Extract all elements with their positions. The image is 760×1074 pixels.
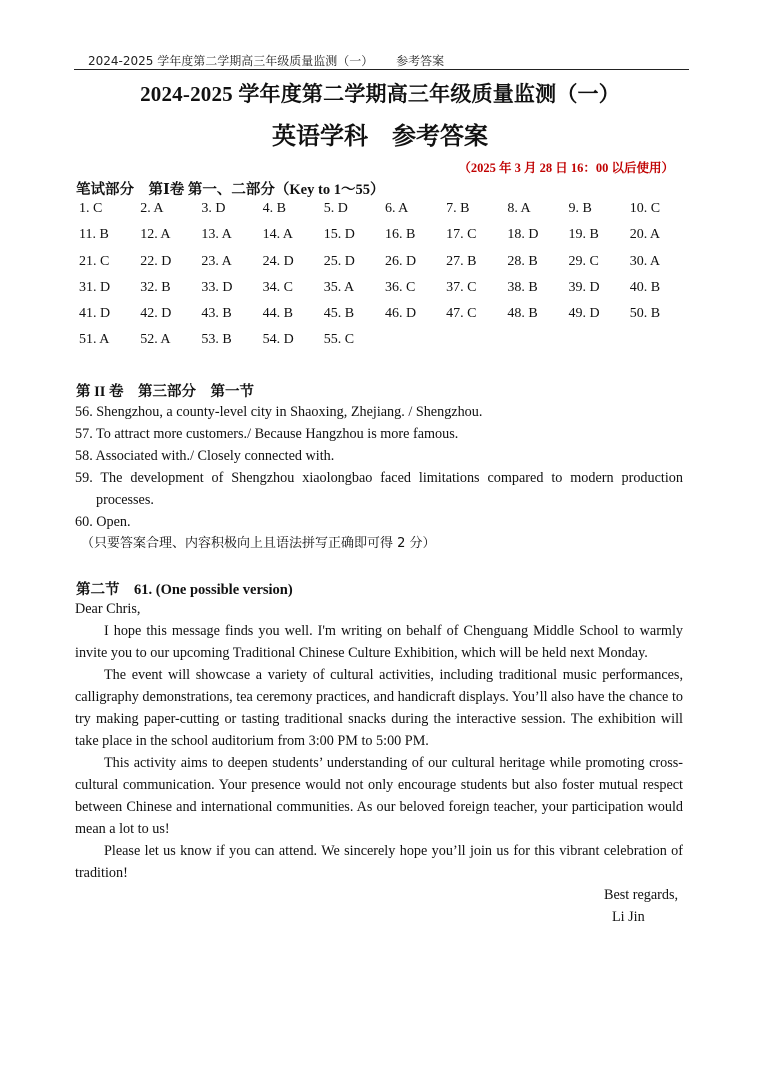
short-answer-section	[75, 401, 683, 555]
answer-item: 35. A	[323, 279, 355, 295]
usage-note: （2025 年 3 月 28 日 16：00 以后使用）	[458, 161, 674, 175]
answer-57: 57. To attract more customers./ Because Hangzhou is more famous.	[75, 426, 459, 442]
answer-item: 45. B	[323, 306, 355, 322]
answer-60: 60. Open.	[75, 514, 131, 530]
answer-item: 39. D	[568, 279, 600, 295]
part3-heading: 第 II 卷 第三部分 第一节	[76, 384, 255, 400]
answer-item: 2. A	[140, 201, 164, 216]
running-header	[88, 52, 444, 69]
writing-heading: 第二节 61. (One possible version)	[76, 582, 293, 598]
answer-item: 23. A	[201, 253, 232, 269]
closing-phrase: Best regards,	[604, 887, 679, 903]
running-header-title: 2024-2025 学年度第二学期高三年级质量监测（一）	[88, 54, 374, 68]
answer-59: 59. The development of Shengzhou xiaolongbao faced limitations compared to modern production processes.	[75, 470, 683, 508]
letter-paragraph: I hope this message finds you well. I'm writing on behalf of Chenguang Middle School to warmly invite you to our upcoming Traditional Chinese Culture Exhibition, which will be held next Monday.	[75, 623, 683, 661]
answer-item: 54. D	[262, 332, 294, 348]
answer-item: 36. C	[384, 279, 416, 295]
answer-item: 16. B	[384, 227, 416, 243]
answer-item: 29. C	[568, 253, 599, 269]
answer-item: 6. A	[384, 201, 409, 216]
subject-label: 英语学科	[272, 124, 368, 150]
answer-item: 14. A	[262, 227, 293, 243]
answer-item: 55. C	[323, 332, 355, 348]
answer-56: 56. Shengzhou, a county-level city in Shaoxing, Zhejiang. / Shengzhou.	[75, 404, 483, 420]
answer-item: 41. D	[79, 306, 111, 322]
answer-item: 42. D	[140, 306, 172, 322]
answer-item: 50. B	[629, 306, 661, 322]
answer-item: 38. B	[507, 279, 538, 295]
answer-item: 22. D	[140, 253, 172, 269]
answer-item: 49. D	[568, 306, 600, 322]
answer-item: 32. B	[140, 279, 171, 295]
answer-key-grid	[76, 196, 688, 354]
letter-closing	[604, 884, 678, 928]
answer-item: 1. C	[79, 201, 103, 216]
letter-salutation: Dear Chris,	[75, 601, 141, 617]
letter-paragraph: This activity aims to deepen students’ understanding of our cultural heritage while promoting cross-cultural communication. Your presence would not only encourage students but also foster mutual respect between Chinese and international communities. As our beloved foreign teacher, your participation would mean a lot to us!	[75, 755, 683, 837]
answer-item: 33. D	[201, 279, 233, 295]
answer-item: 3. D	[201, 201, 226, 216]
answer-item: 11. B	[79, 227, 109, 243]
document-title: 2024-2025 学年度第二学期高三年级质量监测（一）	[140, 82, 620, 106]
signature: Li Jin	[612, 909, 645, 925]
answer-item: 28. B	[507, 253, 538, 269]
answer-item: 13. A	[201, 227, 232, 243]
answer-item: 46. D	[384, 306, 417, 322]
document-subtitle	[74, 116, 686, 151]
answer-item: 19. B	[568, 227, 599, 243]
answer-item: 51. A	[79, 332, 110, 348]
answer-item: 5. D	[323, 201, 348, 216]
scoring-note: （只要答案合理、内容积极向上且语法拼写正确即可得 2 分）	[81, 536, 436, 551]
answer-item: 8. A	[507, 201, 531, 216]
answer-item: 47. C	[446, 306, 477, 322]
answer-item: 43. B	[201, 306, 232, 322]
answer-item: 10. C	[629, 201, 661, 216]
letter-paragraph: The event will showcase a variety of cultural activities, including traditional music performances, calligraphy demonstrations, tea ceremony practices, and handicraft displays. You’ll also have the chance to try making paper-cutting or tasting traditional snacks during the interactive session. The exhibition will take place in the school auditorium from 3:00 PM to 5:00 PM.	[75, 667, 683, 749]
answer-item: 4. B	[262, 201, 286, 216]
answer-item: 18. D	[507, 227, 539, 243]
answer-item: 37. C	[446, 279, 477, 295]
model-letter	[75, 598, 683, 884]
answer-item: 12. A	[140, 227, 171, 243]
answer-item: 34. C	[262, 279, 293, 295]
answer-item: 7. B	[446, 201, 470, 216]
answer-58: 58. Associated with./ Closely connected with.	[75, 448, 335, 464]
answer-item: 31. D	[79, 279, 111, 295]
answer-item: 26. D	[384, 253, 417, 269]
part1-heading: 笔试部分 第Ⅰ卷 第一、二部分（Key to 1～55）	[76, 182, 385, 198]
answer-item: 9. B	[568, 201, 592, 216]
answer-item: 44. B	[262, 306, 293, 322]
answer-item: 48. B	[507, 306, 538, 322]
answer-item: 27. B	[446, 253, 477, 269]
answer-item: 53. B	[201, 332, 232, 348]
answer-item: 30. A	[629, 253, 661, 269]
answer-item: 24. D	[262, 253, 294, 269]
answer-item: 40. B	[629, 279, 661, 295]
answer-item: 20. A	[629, 227, 661, 243]
answer-item: 25. D	[323, 253, 355, 269]
answer-item: 52. A	[140, 332, 171, 348]
answer-item: 21. C	[79, 253, 110, 269]
letter-paragraph: Please let us know if you can attend. We sincerely hope you’ll join us for this vibrant celebration of tradition!	[75, 843, 683, 881]
doc-type-label: 参考答案	[392, 124, 488, 150]
answer-item: 15. D	[323, 227, 355, 243]
answer-item: 17. C	[446, 227, 477, 243]
header-rule	[74, 69, 689, 70]
running-header-subtitle: 参考答案	[396, 54, 445, 68]
